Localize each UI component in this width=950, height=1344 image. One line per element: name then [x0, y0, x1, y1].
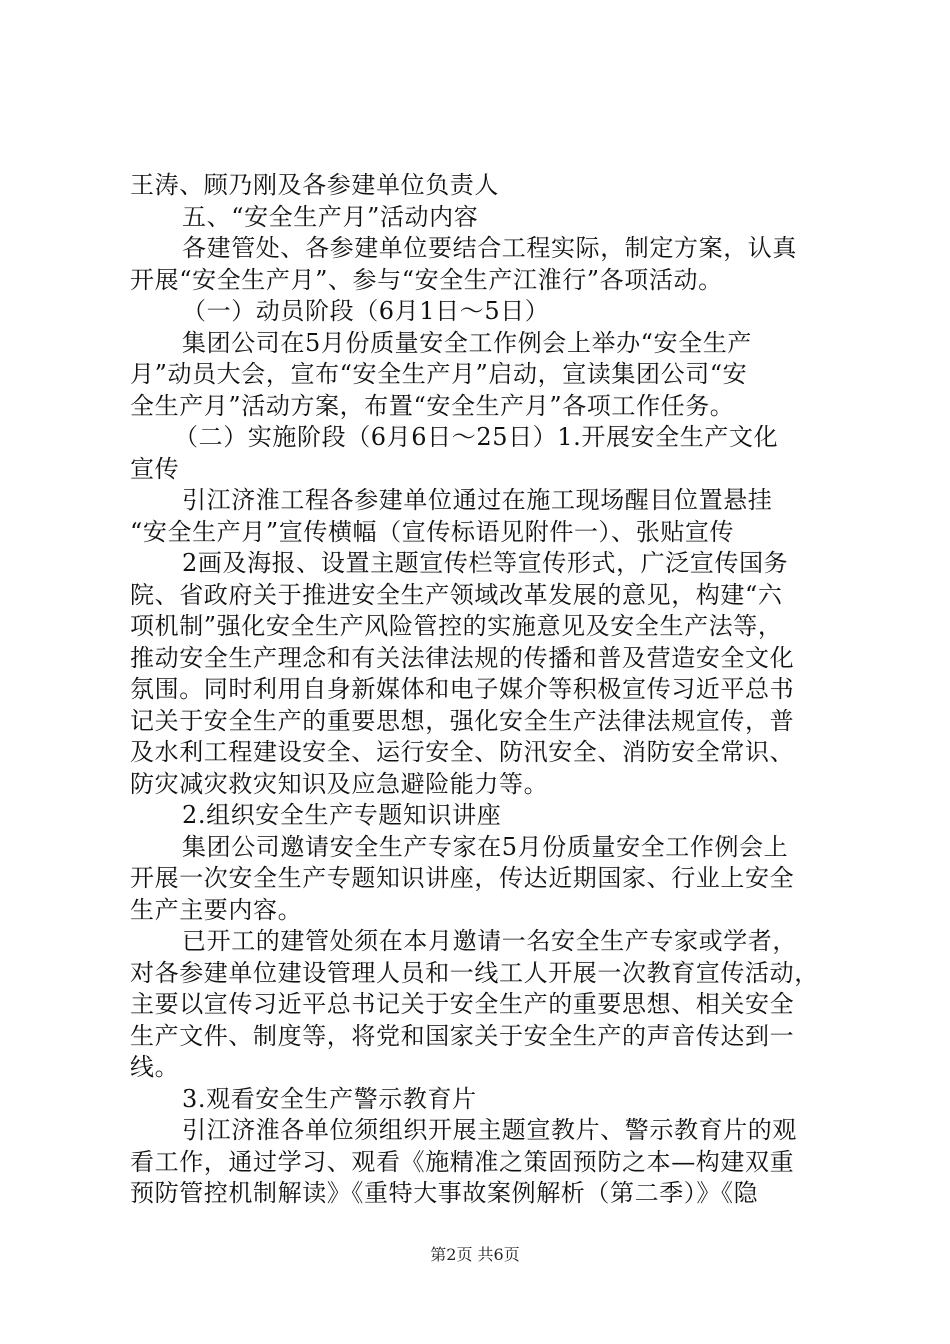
- text-line: 主要以宣传习近平总书记关于安全生产的重要思想、相关安全: [130, 990, 795, 1018]
- text-line: 引江济淮工程各参建单位通过在施工现场醒目位置悬挂: [182, 486, 773, 514]
- text-line: 记关于安全生产的重要思想，强化安全生产法律法规宣传，普: [130, 706, 795, 735]
- text-line: 及水利工程建设安全、运行安全、防汛安全、消防安全常识、: [130, 738, 795, 766]
- subsection-heading: （二）实施阶段（6月6日～25日）1.开展安全生产文化: [174, 423, 779, 451]
- text-line: 线。: [130, 1053, 180, 1081]
- text-line: 生产文件、制度等，将党和国家关于安全生产的声音传达到一: [130, 1021, 795, 1050]
- item-heading: 2.组织安全生产专题知识讲座: [182, 801, 502, 829]
- text-line: 月”动员大会，宣布“安全生产月”启动，宣读集团公司“安: [130, 360, 748, 388]
- text-line: 防灾减灾救灾知识及应急避险能力等。: [130, 769, 549, 798]
- text-line: 集团公司邀请安全生产专家在5月份质量安全工作例会上: [182, 832, 789, 861]
- text-line: 氛围。同时利用自身新媒体和电子媒介等积极宣传习近平总书: [130, 675, 795, 703]
- text-line: 王涛、顾乃刚及各参建单位负责人: [130, 171, 499, 199]
- text-line: 开展一次安全生产专题知识讲座，传达近期国家、行业上安全: [130, 864, 795, 892]
- section-heading: 五、“安全生产月”活动内容: [182, 202, 479, 231]
- text-line: 引江济淮各单位须组织开展主题宣教片、警示教育片的观: [182, 1116, 797, 1144]
- page-number-footer: 第2页 共6页: [430, 1245, 520, 1264]
- text-line: 看工作，通过学习、观看《施精准之策固预防之本—构建双重: [130, 1147, 795, 1176]
- text-line: “安全生产月”宣传横幅（宣传标语见附件一）、张贴宣传: [130, 517, 735, 546]
- text-line: 院、省政府关于推进安全生产领域改革发展的意见，构建“六: [130, 580, 783, 609]
- text-line: 推动安全生产理念和有关法律法规的传播和普及营造安全文化: [130, 643, 795, 672]
- text-line: 预防管控机制解读》《重特大事故案例解析（第二季）》《隐: [130, 1179, 759, 1207]
- text-line: 项机制”强化安全生产风险管控的实施意见及安全生产法等，: [130, 612, 783, 640]
- document-body: [130, 170, 830, 1210]
- text-line: 宣传: [130, 454, 180, 483]
- subsection-heading: （一）动员阶段（6月1日～5日）: [182, 297, 550, 325]
- text-line: 对各参建单位建设管理人员和一线工人开展一次教育宣传活动，: [130, 958, 819, 987]
- text-line: 已开工的建管处须在本月邀请一名安全生产专家或学者，: [182, 927, 797, 955]
- text-line: 集团公司在5月份质量安全工作例会上举办“安全生产: [182, 328, 752, 357]
- text-line: 各建管处、各参建单位要结合工程实际，制定方案，认真: [182, 234, 797, 262]
- text-line: 全生产月”活动方案，布置“安全生产月”各项工作任务。: [130, 391, 735, 420]
- text-line: 开展“安全生产月”、参与“安全生产江淮行”各项活动。: [130, 265, 723, 294]
- item-heading: 3.观看安全生产警示教育片: [182, 1084, 477, 1113]
- text-line: 2画及海报、设置主题宣传栏等宣传形式，广泛宣传国务: [182, 549, 789, 577]
- text-line: 生产主要内容。: [130, 895, 303, 924]
